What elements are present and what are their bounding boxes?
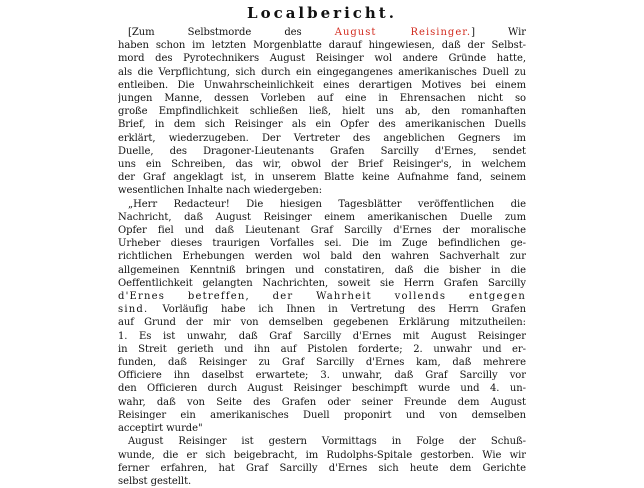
- article-line: [118, 92, 526, 105]
- article-line-text: ferner erfahren, hat Graf Sarcilly d'Ernes sich heute dem Gerichte: [118, 462, 526, 474]
- article-line-text: Urheber dieses traurigen Vorfalles sei. Die im Zuge befindlichen ge-: [118, 238, 526, 250]
- article-line: [118, 118, 526, 131]
- article-line: [118, 211, 526, 224]
- article-line: [118, 396, 526, 409]
- article-line-text: in Streit gerieth und ihn auf Pistolen forderte; 2. unwahr und er-: [118, 343, 526, 355]
- article-line-text: „Herr Redacteur! Die hiesigen Tagesblätter veröffentlichen die: [128, 198, 526, 210]
- article-line: [118, 303, 526, 316]
- article-line-text: allgemeinen Kenntniß bringen und constatiren, daß die bisher in die: [118, 264, 526, 276]
- article-line: [118, 52, 526, 65]
- article-line-text: uns ein Schreiben, das wir, obwol der Brief Reisinger's, in welchem: [118, 159, 526, 171]
- article-line-text: Brief, in dem sich Reisinger als ein Opfer des amerikanischen Duells: [118, 119, 526, 131]
- article-line: [118, 422, 526, 435]
- article-line-text: Duelle, des Dragoner-Lieutenants Grafen Sarcilly d'Ernes, sendet: [118, 145, 526, 157]
- article-line-text: August Reisinger ist gestern Vormittags in Folge der Schuß-: [128, 436, 526, 448]
- article-line-text: als die Verpflichtung, sich durch ein eingegangenes amerikanisches Duell zu: [118, 66, 526, 78]
- article-line-text: richtlichen Erhebungen werden wol bald den wahren Sachverhalt zur: [118, 251, 526, 263]
- article-line: [118, 171, 526, 184]
- article-line: [118, 132, 526, 145]
- article-line: [118, 250, 526, 263]
- article-line-text: Opfer fiel und daß Lieutenant Graf Sarcilly d'Ernes der moralische: [118, 225, 526, 237]
- article-line: [118, 462, 526, 475]
- article-line-text: den Officieren durch August Reisinger beschimpft wurde und 4. un-: [118, 383, 526, 395]
- article-line: [118, 264, 526, 277]
- article-line: [118, 343, 526, 356]
- article-line: [118, 382, 526, 395]
- article-line-text: d'Ernes betreffen, der Wahrheit vollends entgegen: [118, 291, 526, 303]
- article-line: [118, 66, 526, 79]
- article-line: [118, 435, 526, 448]
- article-line-text: entleiben. Die Unwahrscheinlichkeit eines derartigen Motives bei einem: [118, 79, 526, 91]
- article-line: [118, 277, 526, 290]
- article-line: [118, 369, 526, 382]
- article-line: [118, 26, 526, 39]
- article-line: [118, 316, 526, 329]
- article-line: [118, 356, 526, 369]
- article-line: [118, 158, 526, 171]
- article-line: [118, 224, 526, 237]
- article-line: [118, 105, 526, 118]
- article-line-text: auf Grund der mir von demselben gegebenen Erklärung mitzutheilen:: [118, 317, 526, 329]
- article-line-text: Oeffentlichkeit gelangten Nachrichten, soweit sie Herrn Grafen Sarcilly: [118, 277, 526, 289]
- article-line: [118, 330, 526, 343]
- article-line-text: haben schon im letzten Morgenblatte darauf hingewiesen, daß der Selbst-: [118, 40, 526, 52]
- article-line-text: Officiere ihn daselbst erwartete; 3. unwahr, daß Graf Sarcilly vor: [118, 370, 526, 382]
- article-line: [118, 409, 526, 422]
- article-line-text: große Empfindlichkeit schließen ließ, hielt uns ab, den romanhaften: [118, 106, 526, 118]
- article-line-text: acceptirt wurde": [118, 423, 203, 435]
- article-line-text: erklärt, wiederzugeben. Der Vertreter des angeblichen Gegners im: [118, 132, 526, 144]
- article-line-text: funden, daß Reisinger zu Graf Sarcilly d'Ernes kam, daß mehrere: [118, 357, 526, 369]
- article-line: [118, 449, 526, 462]
- article-line: [118, 145, 526, 158]
- article-line-text: selbst gestellt.: [118, 475, 192, 487]
- article-line: [118, 475, 526, 488]
- article-line-text: wesentlichen Inhalte nach wiedergeben:: [118, 185, 323, 197]
- article-line-text: sind.: [118, 304, 163, 316]
- article-name-highlight: August Reisinger.: [334, 27, 472, 38]
- article-line-text: ] Wir: [471, 27, 526, 38]
- article-line: [118, 39, 526, 52]
- article-headline: Localbericht.: [247, 4, 397, 22]
- article-line-text: Reisinger ein amerikanisches Duell proponirt und von demselben: [118, 409, 526, 421]
- article-line: [118, 237, 526, 250]
- article-line-text: [Zum Selbstmorde des: [128, 27, 335, 38]
- article-body: [118, 26, 526, 488]
- article-line-text: mord des Pyrotechnikers August Reisinger wol andere Gründe hatte,: [118, 53, 526, 65]
- article-line: [118, 184, 526, 197]
- article-line: [118, 79, 526, 92]
- article-line-text: 1. Es ist unwahr, daß Graf Sarcilly d'Ernes mit August Reisinger: [118, 330, 526, 342]
- article-line-text: wahr, daß von Seite des Grafen oder seiner Freunde dem August: [118, 396, 526, 408]
- article-line: [118, 198, 526, 211]
- article-line: [118, 290, 526, 303]
- article-line-text: jungen Manne, dessen Vorleben auf eine in Ehrensachen nicht so: [118, 93, 526, 105]
- article-line-text: Nachricht, daß August Reisinger einem amerikanischen Duelle zum: [118, 211, 526, 223]
- article-line-text: wunde, die er sich beigebracht, im Rudolphs-Spitale gestorben. Wie wir: [118, 449, 526, 461]
- article-line-text: Vorläufig habe ich Ihnen in Vertretung des Herrn Grafen: [162, 304, 526, 316]
- newspaper-clipping: [118, 4, 526, 487]
- article-line-text: der Graf angeklagt ist, in unserem Blatte keine Aufnahme fand, seinem: [118, 172, 526, 184]
